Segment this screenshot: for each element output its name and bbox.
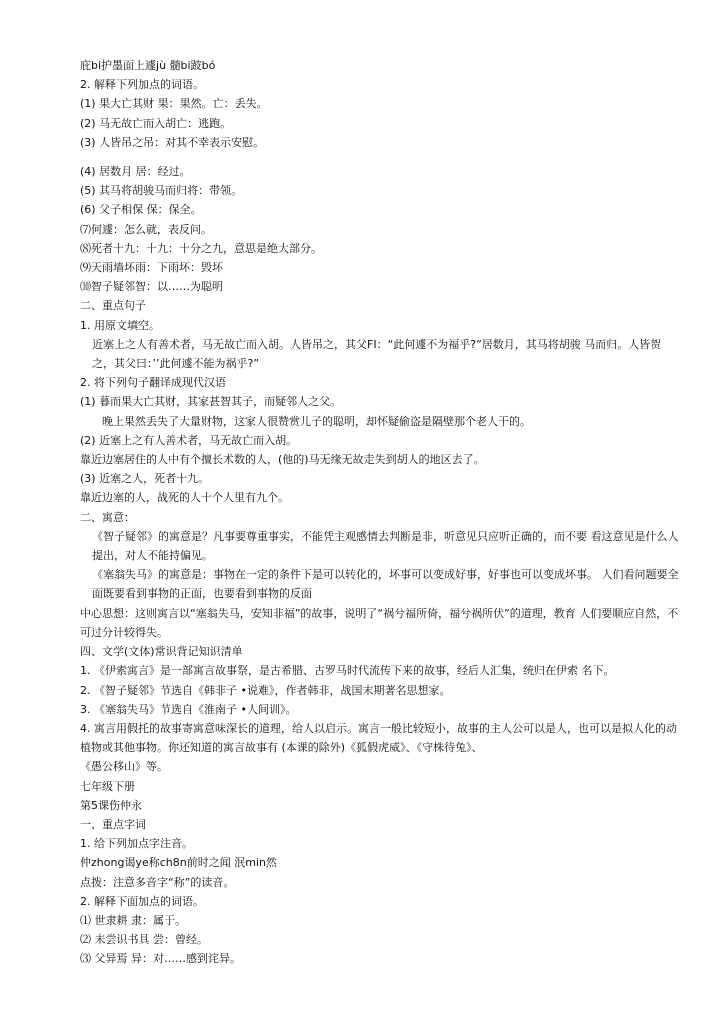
text-line-l10: ⑻死者十九：十九：十分之九，意思是绝大部分。 [80, 241, 322, 255]
text-line-l19: (2) 近塞上之有人善术者，马无故亡而入胡。 [80, 433, 298, 447]
text-line-l41: ⑵ 未尝识书具 尝：曾经。 [80, 933, 208, 947]
text-line-l38: 点拨：注意多音字“称”的读音。 [80, 875, 235, 889]
text-line-l31: 4. 寓言用假托的故事寄寓意味深长的道理，给人以启示。寓言一般比较短小，故事的主人公可以是人，也可以是拟人化的动植物或其他事物。你还知道的寓言故事有 (本课的除外)《狐假虎威》、《守株待兔》、 [80, 721, 677, 755]
text-line-l40: ⑴ 世隶耕 隶：属于。 [80, 913, 186, 927]
text-line-l28: 1. 《伊索寓言》是一部寓言故事祭，是古希腊、古罗马时代流传下来的故事，经后人汇集，统归在伊索 名下。 [80, 664, 615, 678]
text-line-l26: 中心思想：这则寓言以“塞翁失马，安知非福”的故事，说明了“祸兮福所倚，福兮祸所伏”的道理，教育 人们要顺应自然，不可过分计较得失。 [80, 606, 679, 639]
text-line-l39: 2. 解释下面加点的词语。 [80, 894, 204, 908]
text-line-l35: 一、重点字词 [80, 817, 146, 831]
text-line-l02: 2. 解释下列加点的词语。 [80, 78, 204, 92]
text-line-l21: (3) 近塞之人，死者十九。 [80, 472, 210, 486]
text-line-l30: 3. 《塞翁失马》节选自《淮南子 •人间训》。 [80, 702, 297, 716]
text-line-l22: 靠近边塞的人，战死的人十个人里有九个。 [80, 491, 289, 505]
text-line-l27: 四、文学(文体)常识背记知识清单 [80, 645, 243, 659]
text-line-l29: 2. 《智子疑邻》节选自《韩非子 •说难》，作者韩非，战国末期著名思想家。 [80, 683, 451, 697]
text-line-l33: 七年级下册 [80, 779, 135, 793]
text-line-l32: 《愚公移山》等。 [80, 760, 168, 774]
text-line-l36: 1. 给下列加点字注音。 [80, 837, 193, 851]
text-line-l17: (1) 暮而果大亡其财，其家甚智其子，而疑邻人之父。 [80, 395, 342, 409]
text-line-l12: ⑽智子疑邻智：以……为聪明 [80, 280, 223, 294]
text-line-l16: 2. 将下列句子翻译成现代汉语 [80, 376, 226, 390]
text-line-l08: (6) 父子相保 保：保全。 [80, 203, 202, 217]
text-line-l18: 晚上果然丢失了大量财物，这家人很赞赏儿子的聪明，却怀疑偷盗是隔壁那个老人干的。 [102, 414, 531, 428]
text-line-l01: 庇bi护墨面上遽jù 髓bi跛bó [80, 59, 216, 72]
text-line-l24: 《智子疑邻》的寓意是？凡事要尊重事实，不能凭主观感情去判断是非，听意见只应听正确的，而不要 看这意见是什么人提出，对人不能持偏见。 [92, 529, 679, 563]
text-line-l14: 1. 用原文填空。 [80, 318, 160, 332]
text-line-l37: 仲zhong谒ye称ch8n前时之闻 泯min然 [80, 856, 277, 870]
text-line-l20: 靠近边塞居住的人中有个擅长术数的人，(他的)马无缘无故走失到胡人的地区去了。 [80, 453, 485, 467]
text-line-l25: 《塞翁失马》的寓意是：事物在一定的条件下是可以转化的，坏事可以变成好事，好事也可以变成坏事。 人们看问题要全面既要看到事物的正面，也要看到事物的反面 [92, 568, 679, 601]
text-line-l11: ⑼天雨墙坏雨：下雨坏：毁坏 [80, 261, 223, 275]
text-line-l07: (5) 其马将胡骏马而归将：带领。 [80, 184, 243, 198]
text-line-l34: 第5课伤仲永 [80, 798, 142, 812]
text-line-l15: 近塞上之人有善术者，马无故亡而入胡。人皆吊之，其父FI：“此何遽不为福乎?”居数月，其马将胡骏 马而归。人皆贺之，其父曰：’’此何遽不能为祸乎?” [92, 337, 662, 371]
text-line-l06: (4) 居数月 居：经过。 [80, 165, 191, 179]
text-line-l04: (2) 马无故亡而入胡亡：逃跑。 [80, 116, 232, 130]
text-line-l42: ⑶ 父异焉 异：对……感到诧异。 [80, 952, 241, 966]
text-line-l23: 二、寓意： [80, 510, 135, 524]
text-line-l13: 二、重点句子 [80, 299, 146, 313]
document-body [80, 56, 680, 969]
text-line-l03: (1) 果大亡其财 果：果然。亡：丢失。 [80, 97, 268, 111]
text-line-l09: ⑺何遽：怎么就，表反问。 [80, 222, 212, 236]
text-line-l05: (3) 人皆吊之吊：对其不幸表示安慰。 [80, 135, 265, 149]
